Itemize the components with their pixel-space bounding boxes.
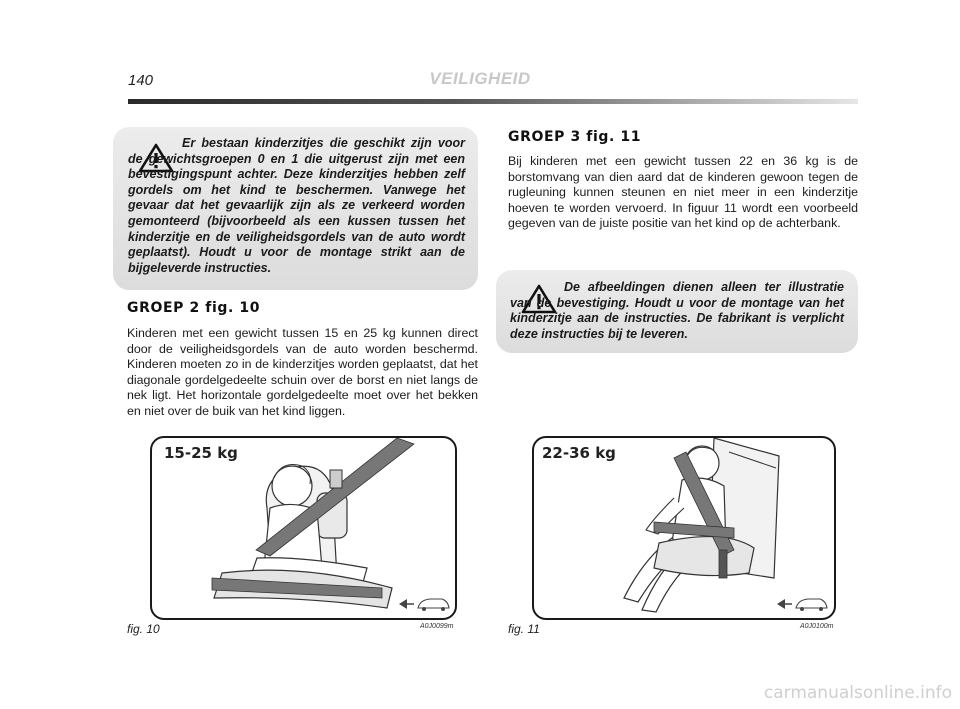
weight-label: 15-25 kg [164, 444, 238, 462]
warning-text: Er bestaan kinderzitjes die geschikt zijn voor de gewichtsgroepen 0 en 1 die uitgerust zijn met een bevestigingspunt achter. Deze kinderzitjes hebben zelf gordels om het kind te beschermen. Vanwege het gevaar dat het gevaarlijk zijn als ze verkeerd worden gemonteerd (bijvoorbeeld als een kussen tussen het kinderzitje en de veiligheidsgordels van de auto wordt geplaatst). Houdt u voor de montage strikt aan de bijgeleverde instructies. [128, 136, 465, 275]
figure-11 [532, 436, 836, 620]
warning-box-illustrations [496, 270, 858, 353]
figure-code: A0J0099m [420, 623, 454, 630]
car-direction-icon [399, 599, 449, 611]
figure-caption: fig. 11 [508, 622, 540, 636]
weight-label: 22-36 kg [542, 444, 616, 462]
child-booster-seat-illustration [152, 438, 455, 618]
figure-10 [150, 436, 457, 620]
figure-caption: fig. 10 [127, 622, 160, 636]
group-3-body: Bij kinderen met een gewicht tussen 22 en 36 kg is de borstomvang van dien aard dat de kinderen gewoon tegen de rugleuning kunnen steunen en niet meer in een kinderzitje hoeven te worden vervoerd. In figuur 11 wordt een voorbeeld gegeven van de juiste positie van het kind op de achterbank. [508, 154, 858, 230]
group-3-heading: GROEP 3 fig. 11 [508, 129, 642, 145]
page-number: 140 [128, 72, 154, 89]
car-direction-icon [777, 599, 827, 611]
section-title: VEILIGHEID [429, 69, 531, 88]
warning-box-child-seats [113, 127, 478, 290]
group-2-heading: GROEP 2 fig. 10 [127, 300, 261, 316]
child-rear-seat-illustration [534, 438, 834, 618]
warning-text: De afbeeldingen dienen alleen ter illustratie van de bevestiging. Houdt u voor de montage van het kinderzitje aan de instructies. De fabrikant is verplicht deze instructies bij te leveren. [510, 280, 844, 341]
watermark: carmanualsonline.info [763, 683, 952, 703]
group-2-body: Kinderen met een gewicht tussen 15 en 25 kg kunnen direct door de veiligheidsgordels van de auto worden beschermd. Kinderen moeten zo in de kinderzitjes worden geplaatst, dat het diagonale gordelgedeelte schuin over de borst en niet langs de nek ligt. Het horizontale gordelgedeelte moet over het bekken en niet over de buik van het kind liggen. [127, 326, 478, 418]
header-rule [128, 99, 858, 104]
figure-code: A0J0100m [800, 623, 834, 630]
